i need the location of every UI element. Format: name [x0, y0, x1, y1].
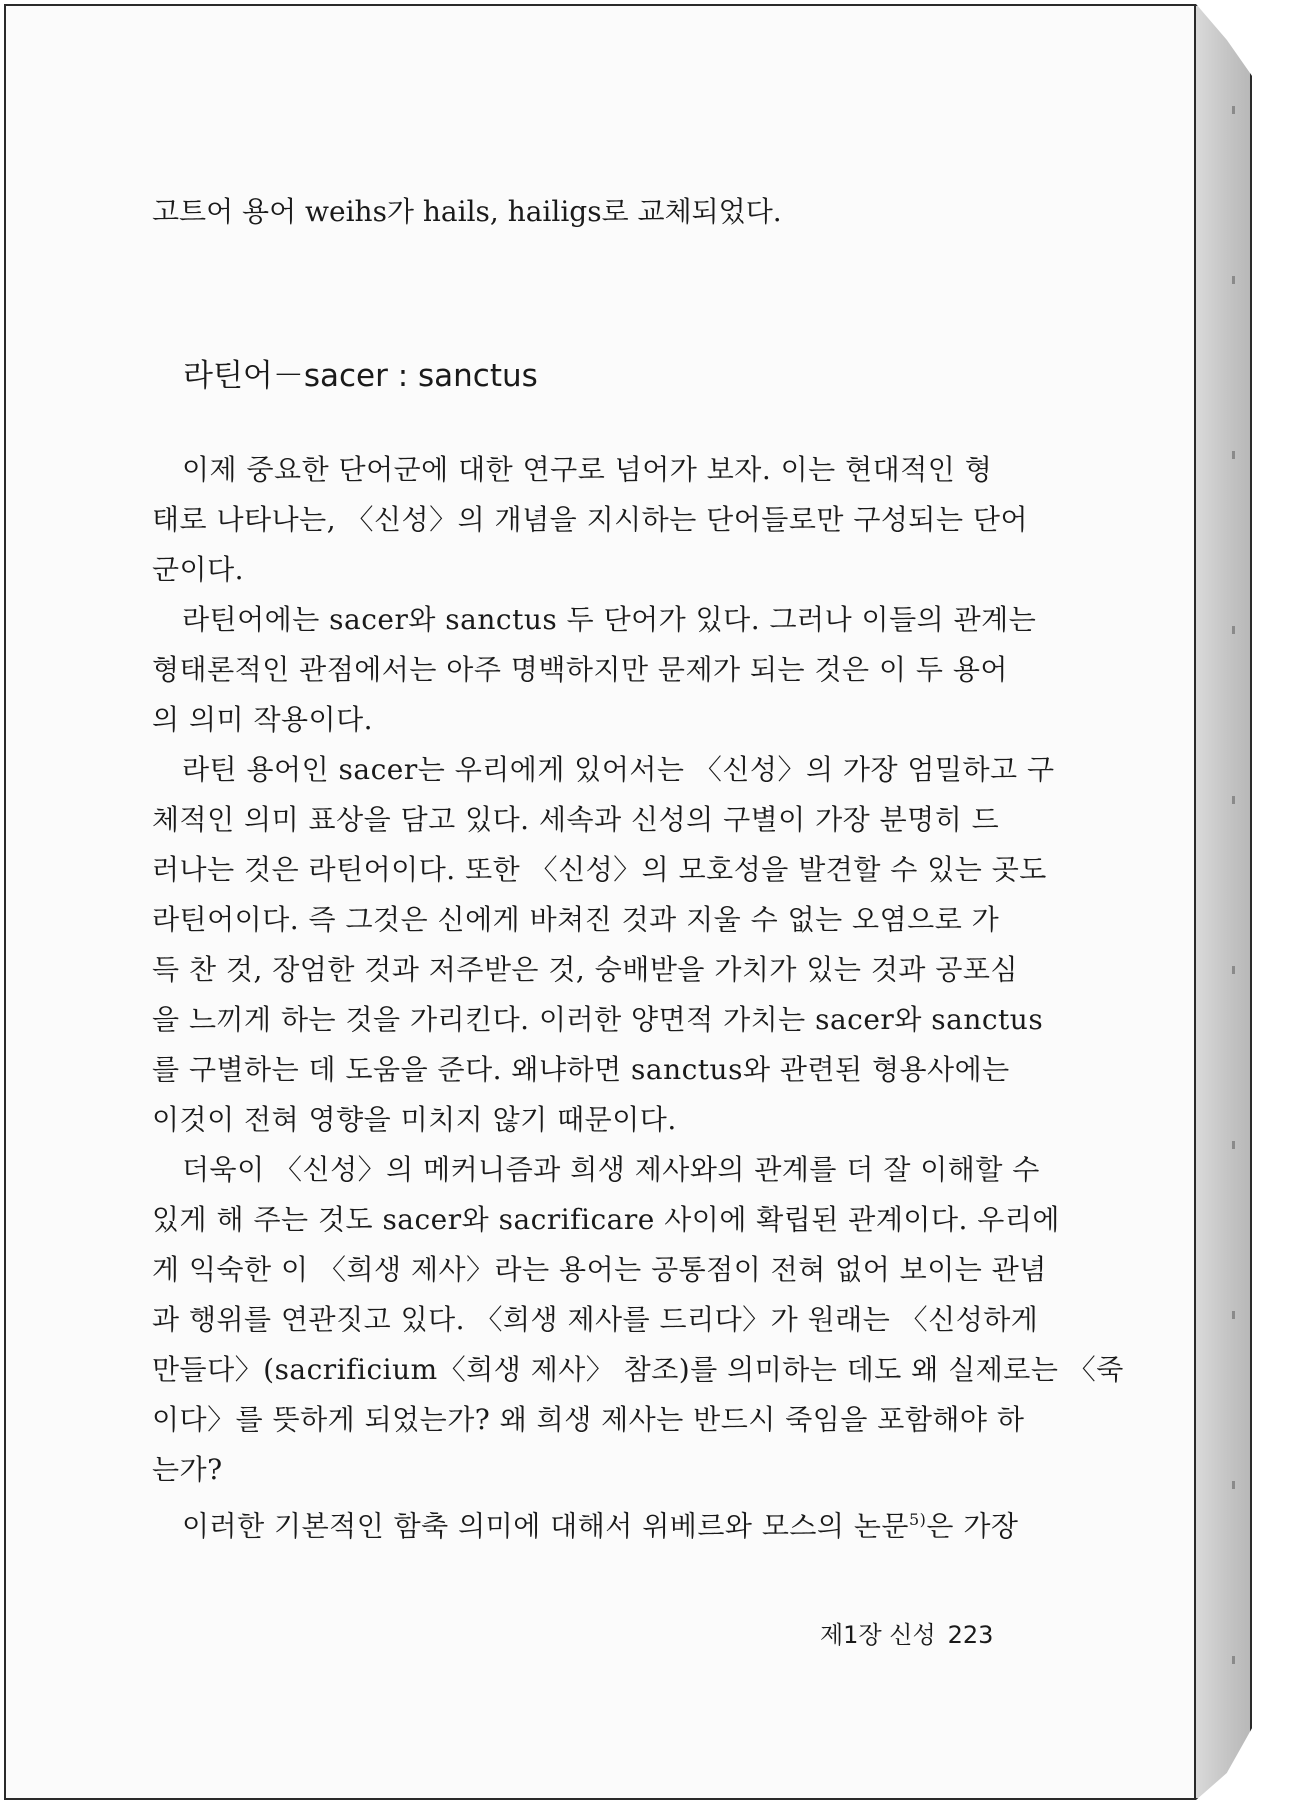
body-text-line: 있게 해 주는 것도 sacer와 sacrificare 사이에 확립된 관계이다. 우리에	[152, 1203, 1060, 1236]
body-text-line: 을 느끼게 하는 것을 가리킨다. 이러한 양면적 가치는 sacer와 sanctus	[152, 1003, 1044, 1036]
section-heading: 라틴어－sacer : sanctus	[183, 358, 538, 394]
body-text-line: 더욱이 〈신성〉의 메커니즘과 희생 제사와의 관계를 더 잘 이해할 수	[182, 1153, 1040, 1186]
footnote-reference[interactable]: 5)	[908, 1510, 927, 1529]
spine-mark	[1232, 1141, 1235, 1149]
spine-mark	[1232, 626, 1235, 634]
body-text-line: 이다〉를 뜻하게 되었는가? 왜 희생 제사는 반드시 죽임을 포함해야 하	[152, 1403, 1025, 1436]
body-text-line: 의 의미 작용이다.	[152, 703, 374, 736]
spine-mark	[1232, 796, 1235, 804]
spine-mark	[1232, 1311, 1235, 1319]
body-text-line: 러나는 것은 라틴어이다. 또한 〈신성〉의 모호성을 발견할 수 있는 곳도	[152, 853, 1047, 886]
body-text-line: 체적인 의미 표상을 담고 있다. 세속과 신성의 구별이 가장 분명히 드	[152, 803, 1000, 836]
body-text-line: 고트어 용어 weihs가 hails, hailigs로 교체되었다.	[152, 195, 782, 228]
body-text-line: 군이다.	[152, 553, 245, 586]
spine-mark	[1232, 106, 1235, 114]
body-text-line: 득 찬 것, 장엄한 것과 저주받은 것, 숭배받을 가치가 있는 것과 공포심	[152, 953, 1019, 986]
spine-mark	[1232, 451, 1235, 459]
spine-mark	[1232, 1481, 1235, 1489]
body-text-line	[152, 1495, 1037, 1551]
body-text	[152, 445, 1124, 1551]
body-text-line: 이것이 전혀 영향을 미치지 않기 때문이다.	[152, 1103, 677, 1136]
body-text-line: 라틴어이다. 즉 그것은 신에게 바쳐진 것과 지울 수 없는 오염으로 가	[152, 903, 1000, 936]
body-text-segment: 이러한 기본적인 함축 의미에 대해서 위베르와 모스의 논문	[182, 1509, 909, 1543]
body-text-line: 라틴 용어인 sacer는 우리에게 있어서는 〈신성〉의 가장 엄밀하고 구	[182, 753, 1055, 786]
body-text-segment: 은 가장	[926, 1509, 1019, 1543]
spine-mark	[1232, 966, 1235, 974]
book-spine	[1196, 4, 1252, 1800]
chapter-title: 제1장 신성	[820, 1621, 936, 1649]
body-text-line: 과 행위를 연관짓고 있다. 〈희생 제사를 드리다〉가 원래는 〈신성하게	[152, 1303, 1039, 1336]
spine-mark	[1232, 1656, 1235, 1664]
body-text-line: 는가?	[152, 1453, 223, 1486]
page-number: 223	[947, 1621, 994, 1649]
body-text-line: 형태론적인 관점에서는 아주 명백하지만 문제가 되는 것은 이 두 용어	[152, 653, 1008, 686]
body-text-line: 게 익숙한 이 〈희생 제사〉라는 용어는 공통점이 전혀 없어 보이는 관념	[152, 1253, 1047, 1286]
body-text-line: 이제 중요한 단어군에 대한 연구로 넘어가 보자. 이는 현대적인 형	[182, 453, 993, 486]
body-text-line: 태로 나타나는, 〈신성〉의 개념을 지시하는 단어들로만 구성되는 단어	[152, 503, 1029, 536]
page-footer	[820, 1615, 993, 1650]
body-text-line: 를 구별하는 데 도움을 준다. 왜냐하면 sanctus와 관련된 형용사에는	[152, 1053, 1010, 1086]
body-text-line: 만들다〉(sacrificium〈희생 제사〉 참조)를 의미하는 데도 왜 실제로는 〈죽	[152, 1353, 1124, 1386]
body-text-line: 라틴어에는 sacer와 sanctus 두 단어가 있다. 그러나 이들의 관계는	[182, 603, 1037, 636]
spine-mark	[1232, 276, 1235, 284]
